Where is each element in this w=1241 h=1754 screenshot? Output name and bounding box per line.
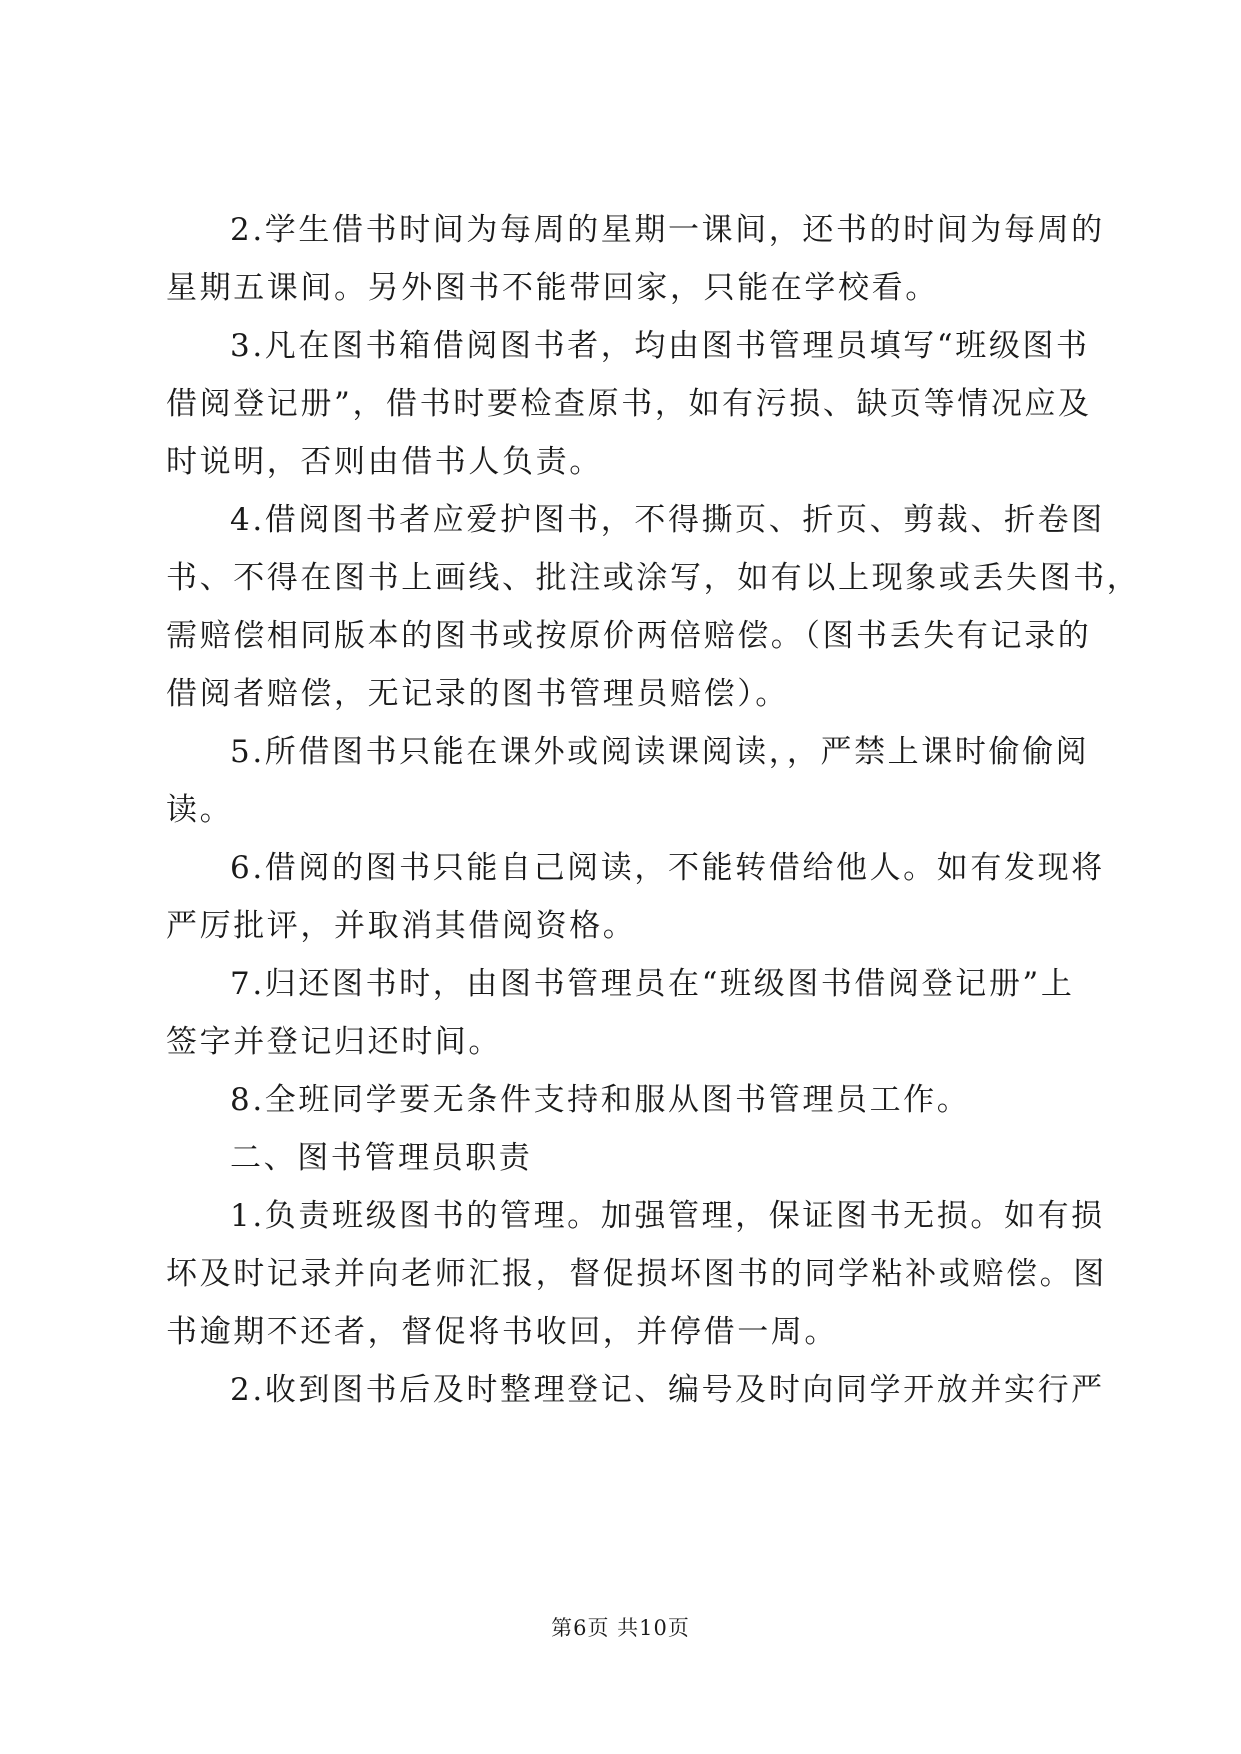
paragraph-line: 签字并登记归还时间。 [166,1024,502,1060]
paragraph-line: 坏及时记录并向老师汇报，督促损坏图书的同学粘补或赔偿。图 [166,1256,1107,1292]
paragraph-line: 6.借阅的图书只能自己阅读，不能转借给他人。如有发现将 [230,850,1105,886]
paragraph-line: 需赔偿相同版本的图书或按原价两倍赔偿。（图书丢失有记录的 [166,618,1092,654]
paragraph-line: 5.所借图书只能在课外或阅读课阅读，，严禁上课时偷偷阅 [230,734,1090,770]
paragraph-line: 2.收到图书后及时整理登记、编号及时向同学开放并实行严 [230,1372,1105,1408]
paragraph-line: 严厉批评，并取消其借阅资格。 [166,908,637,944]
paragraph-line: 书逾期不还者，督促将书收回，并停借一周。 [166,1314,838,1350]
section-heading: 二、图书管理员职责 [230,1140,533,1176]
page-number-footer: 第6页 共10页 [551,1616,690,1640]
paragraph-line: 星期五课间。另外图书不能带回家，只能在学校看。 [166,270,939,306]
paragraph-line: 时说明，否则由借书人负责。 [166,444,603,480]
paragraph-line: 1.负责班级图书的管理。加强管理，保证图书无损。如有损 [230,1198,1105,1234]
paragraph-line: 3.凡在图书箱借阅图书者，均由图书管理员填写“班级图书 [230,328,1090,364]
paragraph-line: 7.归还图书时，由图书管理员在“班级图书借阅登记册”上 [230,966,1075,1002]
paragraph-line: 读。 [166,792,234,828]
paragraph-line: 借阅登记册”，借书时要检查原书，如有污损、缺页等情况应及 [166,386,1092,422]
paragraph-line: 借阅者赔偿，无记录的图书管理员赔偿）。 [166,676,789,712]
paragraph-line: 书、不得在图书上画线、批注或涂写，如有以上现象或丢失图书， [166,560,1141,596]
paragraph-line: 4.借阅图书者应爱护图书，不得撕页、折页、剪裁、折卷图 [230,502,1105,538]
paragraph-line: 2.学生借书时间为每周的星期一课间，还书的时间为每周的 [230,212,1105,248]
paragraph-line: 8.全班同学要无条件支持和服从图书管理员工作。 [230,1082,971,1118]
